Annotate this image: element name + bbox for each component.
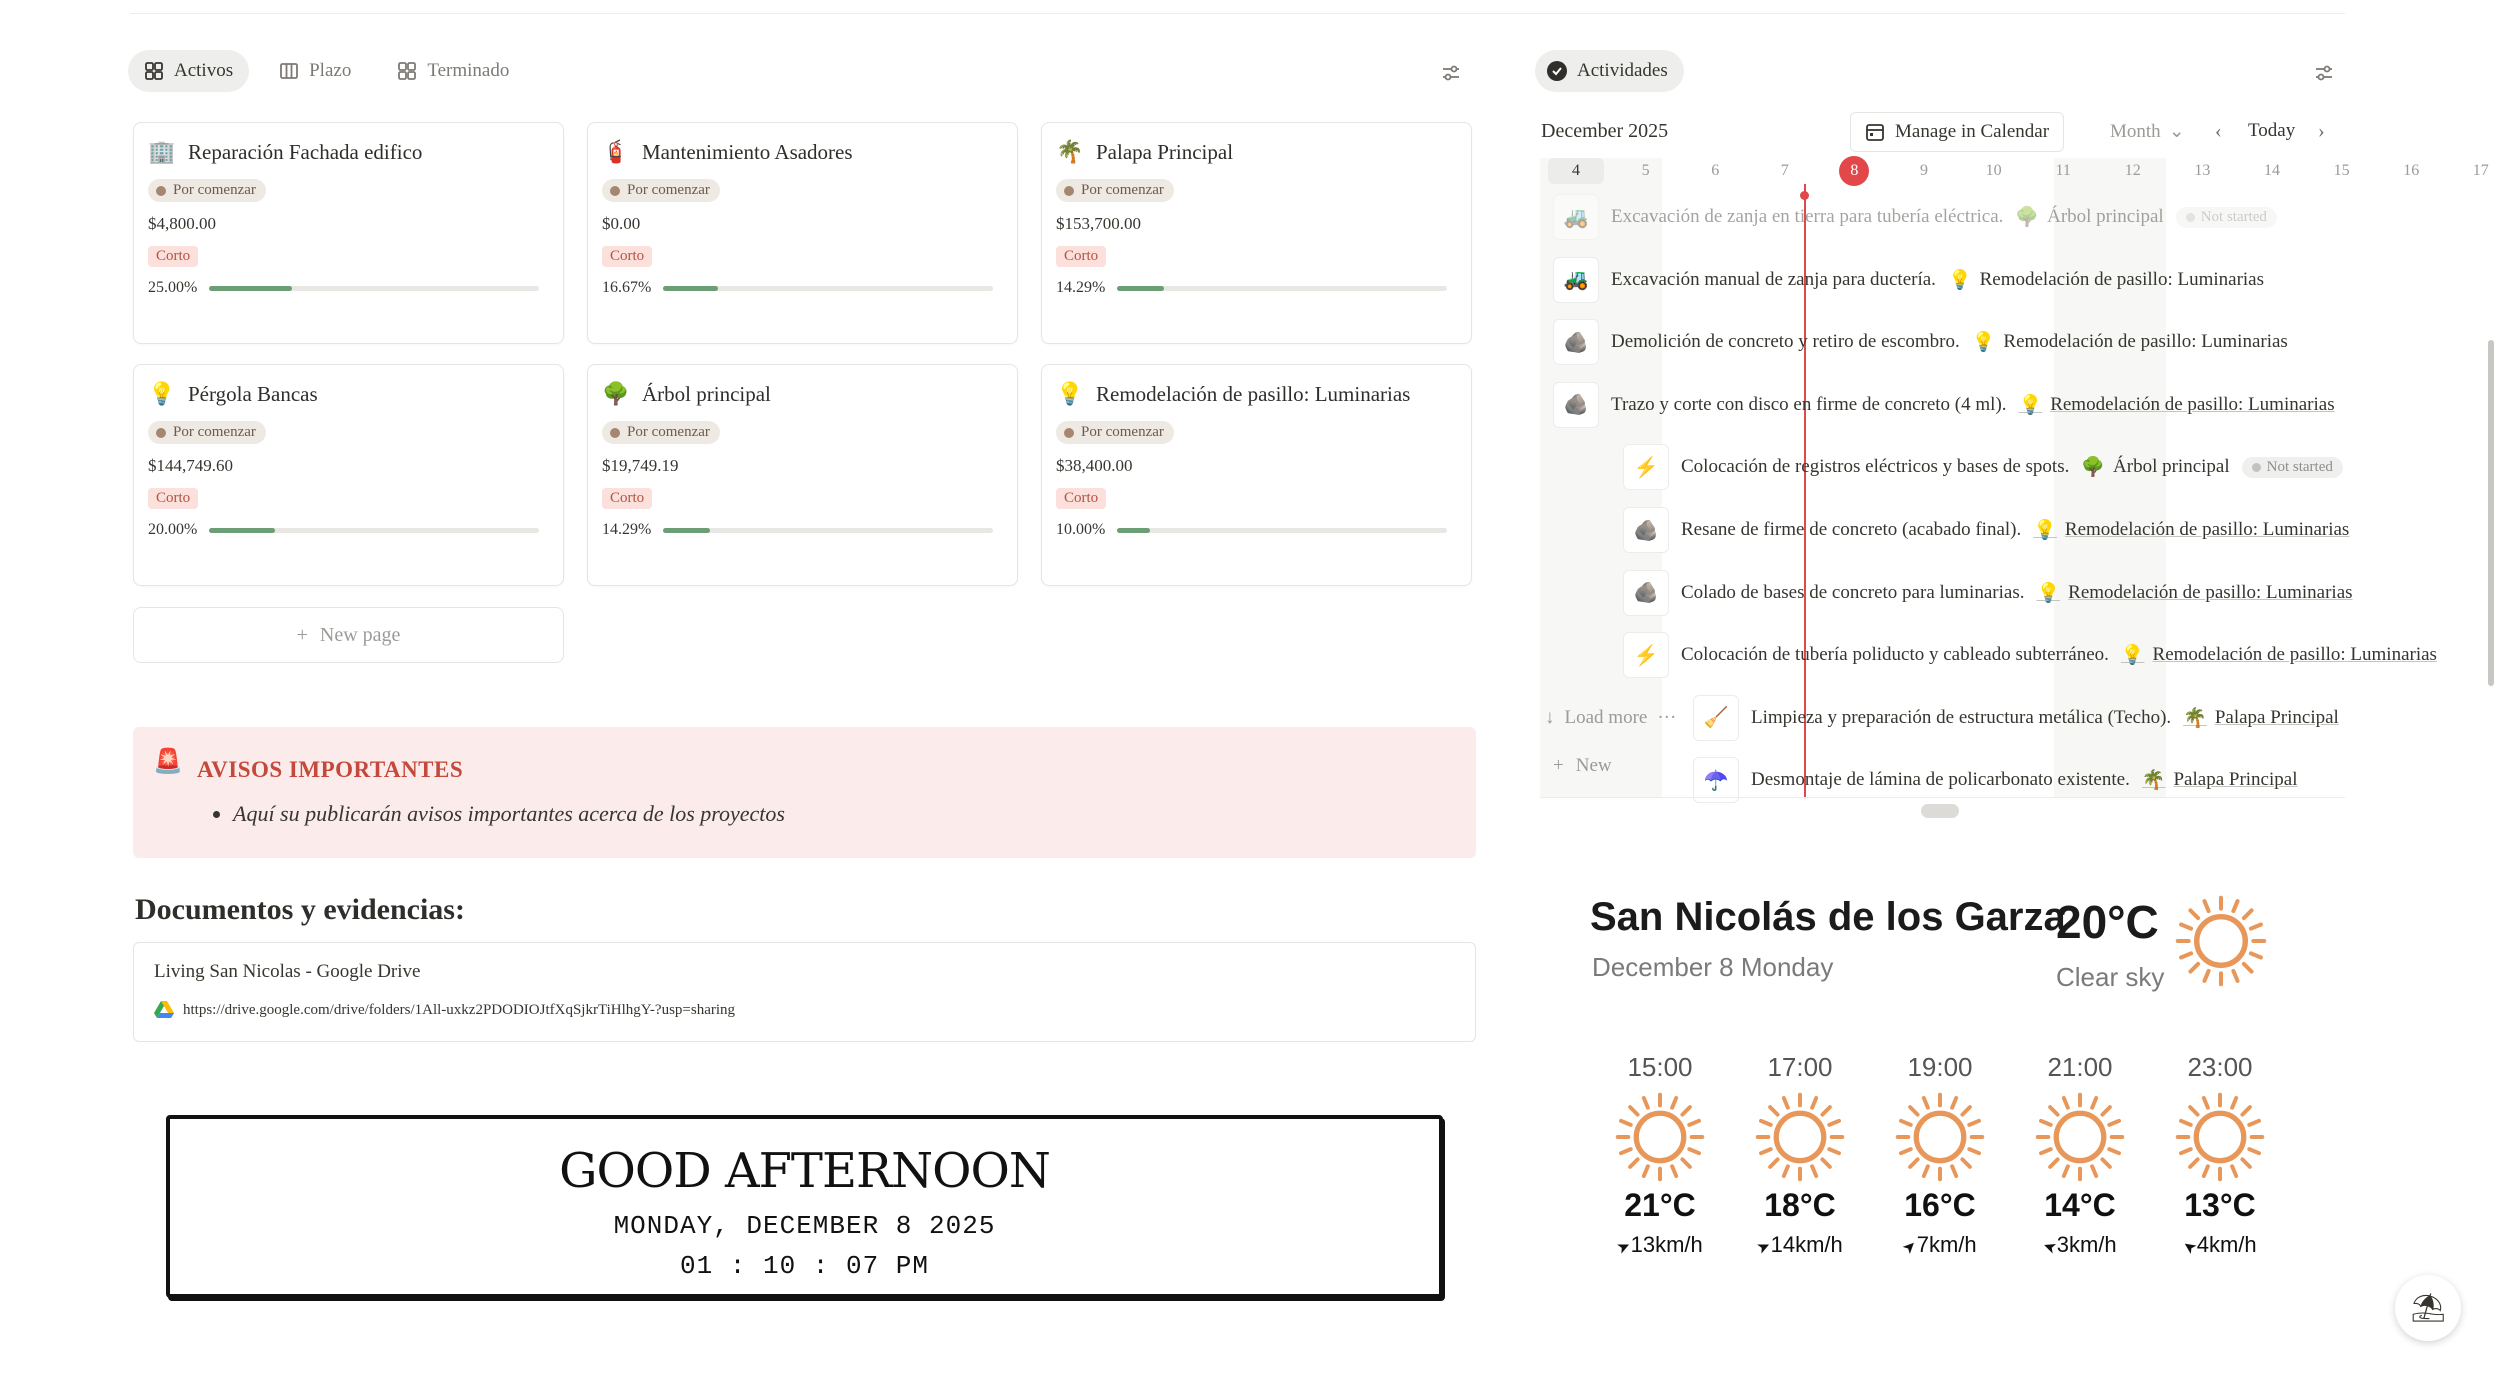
timeline-bottom-border — [1540, 797, 2345, 798]
tab-actividades[interactable] — [1535, 50, 1684, 92]
chevron-left-icon[interactable]: ‹ — [2215, 120, 2222, 142]
hourly-item — [1745, 1052, 1855, 1258]
term-tag: Corto — [148, 246, 198, 267]
hour-temp: 18°C — [1764, 1187, 1836, 1223]
progress: 14.29% — [1056, 279, 1457, 297]
wind-arrow-icon: ➤ — [2040, 1236, 2060, 1257]
building-icon: 🏢 — [148, 139, 176, 164]
greeting-text: GOOD AFTERNOON — [559, 1143, 1050, 1199]
help-assistant-button[interactable] — [2395, 1275, 2461, 1341]
tab-terminado[interactable] — [381, 50, 525, 92]
progress: 25.00% — [148, 279, 549, 297]
lightbulb-icon: 💡 — [148, 381, 176, 406]
day-label[interactable]: 11 — [2055, 162, 2071, 179]
status-badge: Por comenzar — [148, 421, 266, 444]
palm-tree-icon: 🌴 — [1056, 139, 1084, 164]
status-badge: Por comenzar — [602, 179, 720, 202]
project-name: Remodelación de pasillo: Luminarias — [1979, 268, 2265, 290]
new-page-label: New page — [319, 623, 401, 646]
view-selector[interactable]: Month ⌄ — [2110, 120, 2185, 142]
manage-in-calendar-button[interactable]: Manage in Calendar — [1850, 112, 2064, 152]
activity-event[interactable] — [1623, 508, 2349, 552]
resize-handle[interactable] — [1921, 804, 1959, 818]
weather-current-temp: 20°C — [2056, 896, 2159, 948]
project-card[interactable] — [133, 122, 564, 344]
hour-time: 23:00 — [2187, 1052, 2253, 1082]
sun-icon — [1885, 1093, 1995, 1183]
extinguisher-icon: 🧯 — [602, 139, 630, 164]
progress-fill — [1117, 286, 1164, 291]
tab-label: Actividades — [1577, 60, 1668, 81]
hour-wind: ➤7km/h — [1899, 1232, 1977, 1259]
documents-heading: Documentos y evidencias: — [135, 893, 465, 926]
activity-type-icon: ⚡ — [1623, 444, 1669, 490]
status-badge: Por comenzar — [602, 421, 720, 444]
grid-icon — [144, 61, 164, 81]
filter-settings-icon[interactable] — [2313, 62, 2335, 84]
hour-wind: ➤14km/h — [1754, 1232, 1843, 1258]
project-card[interactable] — [587, 364, 1018, 586]
status-badge: Por comenzar — [1056, 179, 1174, 202]
day-label[interactable]: 8 — [1850, 162, 1859, 179]
activity-title: Demolición de concreto y retiro de escombro. — [1611, 331, 1960, 353]
activity-type-icon: 🪨 — [1623, 507, 1669, 553]
hourly-item — [1885, 1052, 1995, 1258]
hour-temp: 21°C — [1624, 1187, 1696, 1223]
activity-event[interactable] — [1553, 258, 2264, 302]
status-badge: Not started — [2242, 457, 2343, 478]
activity-project[interactable] — [2015, 205, 2163, 229]
project-card[interactable] — [133, 364, 564, 586]
hour-temp: 14°C — [2044, 1187, 2116, 1223]
weather-condition: Clear sky — [2056, 962, 2165, 992]
activity-project[interactable] — [2033, 518, 2349, 542]
activity-title: Trazo y corte con disco en firme de concreto (4 ml). — [1611, 393, 2007, 415]
drive-bookmark[interactable] — [133, 942, 1476, 1042]
filter-settings-icon[interactable] — [1440, 62, 1462, 84]
activity-type-icon: 🪨 — [1553, 382, 1599, 428]
google-drive-icon — [154, 1001, 174, 1019]
status-badge: Not started — [2176, 207, 2277, 228]
day-label[interactable]: 6 — [1711, 162, 1720, 179]
plus-icon: + — [1553, 755, 1564, 776]
activity-title: Colocación de registros eléctricos y bases de spots. — [1681, 456, 2070, 478]
status-badge: Por comenzar — [1056, 421, 1174, 444]
day-label[interactable]: 10 — [1985, 162, 2002, 179]
activity-event[interactable] — [1553, 320, 2288, 364]
card-price: $144,749.60 — [148, 456, 233, 475]
activity-event[interactable] — [1693, 696, 2339, 740]
project-gallery — [133, 122, 1472, 586]
sun-icon — [2025, 1093, 2135, 1183]
project-name: Remodelación de pasillo: Luminarias — [2068, 581, 2353, 603]
day-label[interactable]: 5 — [1641, 162, 1650, 179]
activity-title: Desmontaje de lámina de policarbonato existente. — [1751, 769, 2130, 791]
weather-city: San Nicolás de los Garza — [1590, 895, 2066, 939]
term-tag: Corto — [148, 488, 198, 509]
card-price: $153,700.00 — [1056, 214, 1141, 233]
card-title: Árbol principal — [642, 381, 771, 406]
activity-project[interactable] — [1948, 268, 2264, 292]
project-name: Árbol principal — [2047, 206, 2164, 227]
activity-title: Excavación manual de zanja para ductería. — [1611, 268, 1936, 290]
hourly-item — [1605, 1052, 1715, 1258]
project-card[interactable] — [1041, 122, 1472, 344]
activity-project[interactable] — [2081, 455, 2229, 479]
project-card[interactable] — [1041, 364, 1472, 586]
hour-temp: 16°C — [1904, 1187, 1976, 1223]
hour-temp: 13°C — [2184, 1187, 2256, 1223]
hourly-item — [2165, 1052, 2275, 1258]
hour-wind: ➤3km/h — [2040, 1232, 2117, 1257]
day-label[interactable]: 14 — [2264, 162, 2280, 179]
activity-project[interactable] — [2142, 768, 2298, 792]
project-name: Palapa Principal — [2214, 706, 2339, 728]
wind-arrow-icon: ➤ — [1899, 1236, 1922, 1259]
progress-fill — [209, 286, 292, 291]
more-icon: ··· — [1657, 707, 1677, 728]
project-icon: 💡 — [2036, 582, 2061, 604]
day-label[interactable]: 12 — [2124, 162, 2141, 179]
activity-title: Colocación de tubería poliducto y cableado subterráneo. — [1681, 644, 2109, 666]
hour-time: 17:00 — [1767, 1052, 1833, 1082]
activity-event[interactable] — [1553, 195, 2277, 239]
wind-arrow-icon: ➤ — [2179, 1235, 2201, 1258]
day-label[interactable]: 7 — [1780, 162, 1789, 179]
grid-icon — [397, 61, 417, 81]
project-name: Remodelación de pasillo: Luminarias — [2064, 519, 2350, 540]
activity-project[interactable] — [2121, 643, 2437, 667]
hour-time: 15:00 — [1627, 1052, 1693, 1082]
hour-time: 21:00 — [2047, 1052, 2113, 1082]
tab-label: Plazo — [309, 60, 352, 81]
activity-project[interactable] — [2036, 581, 2352, 605]
project-view-tabs — [128, 50, 525, 92]
new-activity-button[interactable]: + New — [1553, 755, 1612, 776]
bookmark-title: Living San Nicolas - Google Drive — [154, 961, 421, 982]
wind-arrow-icon: ➤ — [1614, 1236, 1634, 1258]
term-tag: Corto — [1056, 246, 1106, 267]
progress: 16.67% — [602, 279, 1003, 297]
project-icon: 🌳 — [2081, 457, 2106, 479]
sun-icon — [1745, 1093, 1855, 1183]
tab-label: Terminado — [427, 60, 510, 81]
arrow-down-icon: ↓ — [1545, 707, 1555, 728]
calendar-icon — [1865, 122, 1885, 142]
activities-timeline — [1540, 158, 2489, 798]
project-name: Remodelación de pasillo: Luminarias — [2152, 644, 2437, 666]
project-card[interactable] — [587, 122, 1018, 344]
umbrella-icon: ⛱ — [2410, 1293, 2446, 1324]
progress-fill — [663, 286, 718, 291]
plus-icon: + — [296, 623, 308, 646]
wind-arrow-icon: ➤ — [1754, 1236, 1774, 1258]
top-divider — [130, 13, 2345, 14]
progress: 10.00% — [1056, 521, 1457, 539]
term-tag: Corto — [1056, 488, 1106, 509]
callout-item: • Aquí su publicarán avisos importantes acerca de los proyectos — [233, 801, 785, 827]
day-label[interactable]: 17 — [2472, 162, 2489, 179]
project-icon: 💡 — [2120, 645, 2145, 667]
day-label[interactable]: 9 — [1920, 162, 1928, 179]
project-name: Remodelación de pasillo: Luminarias — [2050, 393, 2335, 415]
activity-event[interactable] — [1553, 383, 2335, 427]
bookmark-url: https://drive.google.com/drive/folders/1All-uxkz2PDODIOJtfXqSjkrTiHlhgY-?usp=sharing — [154, 1001, 735, 1019]
term-tag: Corto — [602, 488, 652, 509]
activity-type-icon: 🚜 — [1553, 194, 1599, 240]
tab-label: Activos — [174, 60, 234, 81]
progress: 20.00% — [148, 521, 549, 539]
project-icon: 💡 — [2018, 394, 2043, 416]
progress-fill — [663, 528, 710, 533]
project-name: Palapa Principal — [2173, 769, 2298, 791]
tree-icon: 🌳 — [602, 381, 630, 406]
activity-title: Limpieza y preparación de estructura metálica (Techo). — [1751, 706, 2172, 728]
check-circle-icon — [1547, 61, 1567, 81]
sun-icon — [1605, 1093, 1715, 1183]
lightbulb-icon: 💡 — [1056, 381, 1084, 406]
card-price: $4,800.00 — [148, 214, 216, 233]
activity-event[interactable] — [1623, 445, 2343, 489]
activity-event[interactable] — [1693, 758, 2297, 802]
chevron-down-icon: ⌄ — [2168, 121, 2185, 142]
greeting-clock-widget — [166, 1115, 1443, 1298]
project-icon: 🌳 — [2015, 207, 2040, 228]
activity-type-icon: 🪨 — [1553, 319, 1599, 365]
sun-icon — [2165, 1093, 2275, 1183]
hour-time: 19:00 — [1907, 1052, 1973, 1082]
chevron-right-icon[interactable]: › — [2318, 120, 2325, 142]
card-price: $38,400.00 — [1056, 456, 1133, 475]
card-title: Pérgola Bancas — [188, 381, 318, 406]
card-title: Remodelación de pasillo: Luminarias — [1096, 381, 1411, 406]
activity-type-icon: 🧹 — [1693, 695, 1739, 741]
day-label[interactable]: 13 — [2194, 162, 2211, 179]
card-title: Mantenimiento Asadores — [642, 139, 853, 164]
columns-icon — [279, 61, 299, 81]
clock-time: 01 : 10 : 07 PM — [679, 1251, 930, 1281]
day-label[interactable]: 15 — [2333, 162, 2350, 179]
activity-type-icon: 🪨 — [1623, 570, 1669, 616]
calendar-month-label: December 2025 — [1541, 120, 1669, 142]
day-label[interactable]: 16 — [2403, 162, 2420, 179]
day-label[interactable]: 4 — [1548, 158, 1604, 184]
activity-type-icon: 🚜 — [1553, 257, 1599, 303]
activity-title: Excavación de zanja en tierra para tubería eléctrica. — [1611, 206, 2004, 227]
project-name: Árbol principal — [2113, 456, 2230, 478]
card-title: Palapa Principal — [1096, 139, 1234, 164]
card-title: Reparación Fachada edifico — [188, 139, 423, 164]
project-icon: 🌴 — [2141, 770, 2166, 792]
hour-wind: ➤4km/h — [2179, 1232, 2257, 1258]
status-badge: Por comenzar — [148, 179, 266, 202]
activity-title: Resane de firme de concreto (acabado final). — [1681, 519, 2022, 540]
progress-fill — [1117, 528, 1150, 533]
new-page-button[interactable] — [133, 607, 564, 663]
card-price: $0.00 — [602, 214, 641, 233]
weather-date: December 8 Monday — [1592, 952, 1834, 982]
progress-fill — [209, 528, 275, 533]
project-icon: 💡 — [2033, 520, 2057, 541]
load-more-button[interactable]: ↓ Load more ··· — [1545, 707, 1677, 728]
project-icon: 💡 — [1971, 332, 1996, 354]
project-icon: 💡 — [1947, 269, 1972, 291]
activity-event[interactable] — [1623, 571, 2353, 615]
activity-event[interactable] — [1623, 633, 2437, 677]
hourly-item — [2025, 1052, 2135, 1258]
activity-project[interactable] — [2019, 393, 2335, 417]
project-icon: 🌴 — [2183, 707, 2207, 729]
today-button[interactable]: Today — [2248, 120, 2296, 141]
card-price: $19,749.19 — [602, 456, 679, 475]
sun-icon — [2176, 896, 2266, 991]
term-tag: Corto — [602, 246, 652, 267]
progress: 14.29% — [602, 521, 1003, 539]
callout-title: AVISOS IMPORTANTES — [197, 757, 464, 782]
siren-icon: 🚨 — [153, 749, 183, 775]
activity-project[interactable] — [2183, 706, 2339, 730]
announcements-callout — [133, 727, 1476, 858]
activity-project[interactable] — [1972, 330, 2288, 354]
activity-type-icon: ☂️ — [1693, 757, 1739, 803]
clock-date: MONDAY, DECEMBER 8 2025 — [613, 1211, 996, 1241]
callout-list — [233, 801, 785, 827]
scrollbar-thumb[interactable] — [2488, 340, 2494, 686]
activity-type-icon: ⚡ — [1623, 632, 1669, 678]
project-name: Remodelación de pasillo: Luminarias — [2003, 331, 2288, 353]
activity-title: Colado de bases de concreto para luminarias. — [1681, 581, 2025, 603]
hour-wind: ➤13km/h — [1614, 1232, 1703, 1258]
tab-plazo[interactable] — [263, 50, 367, 92]
tab-activos[interactable] — [128, 50, 249, 92]
